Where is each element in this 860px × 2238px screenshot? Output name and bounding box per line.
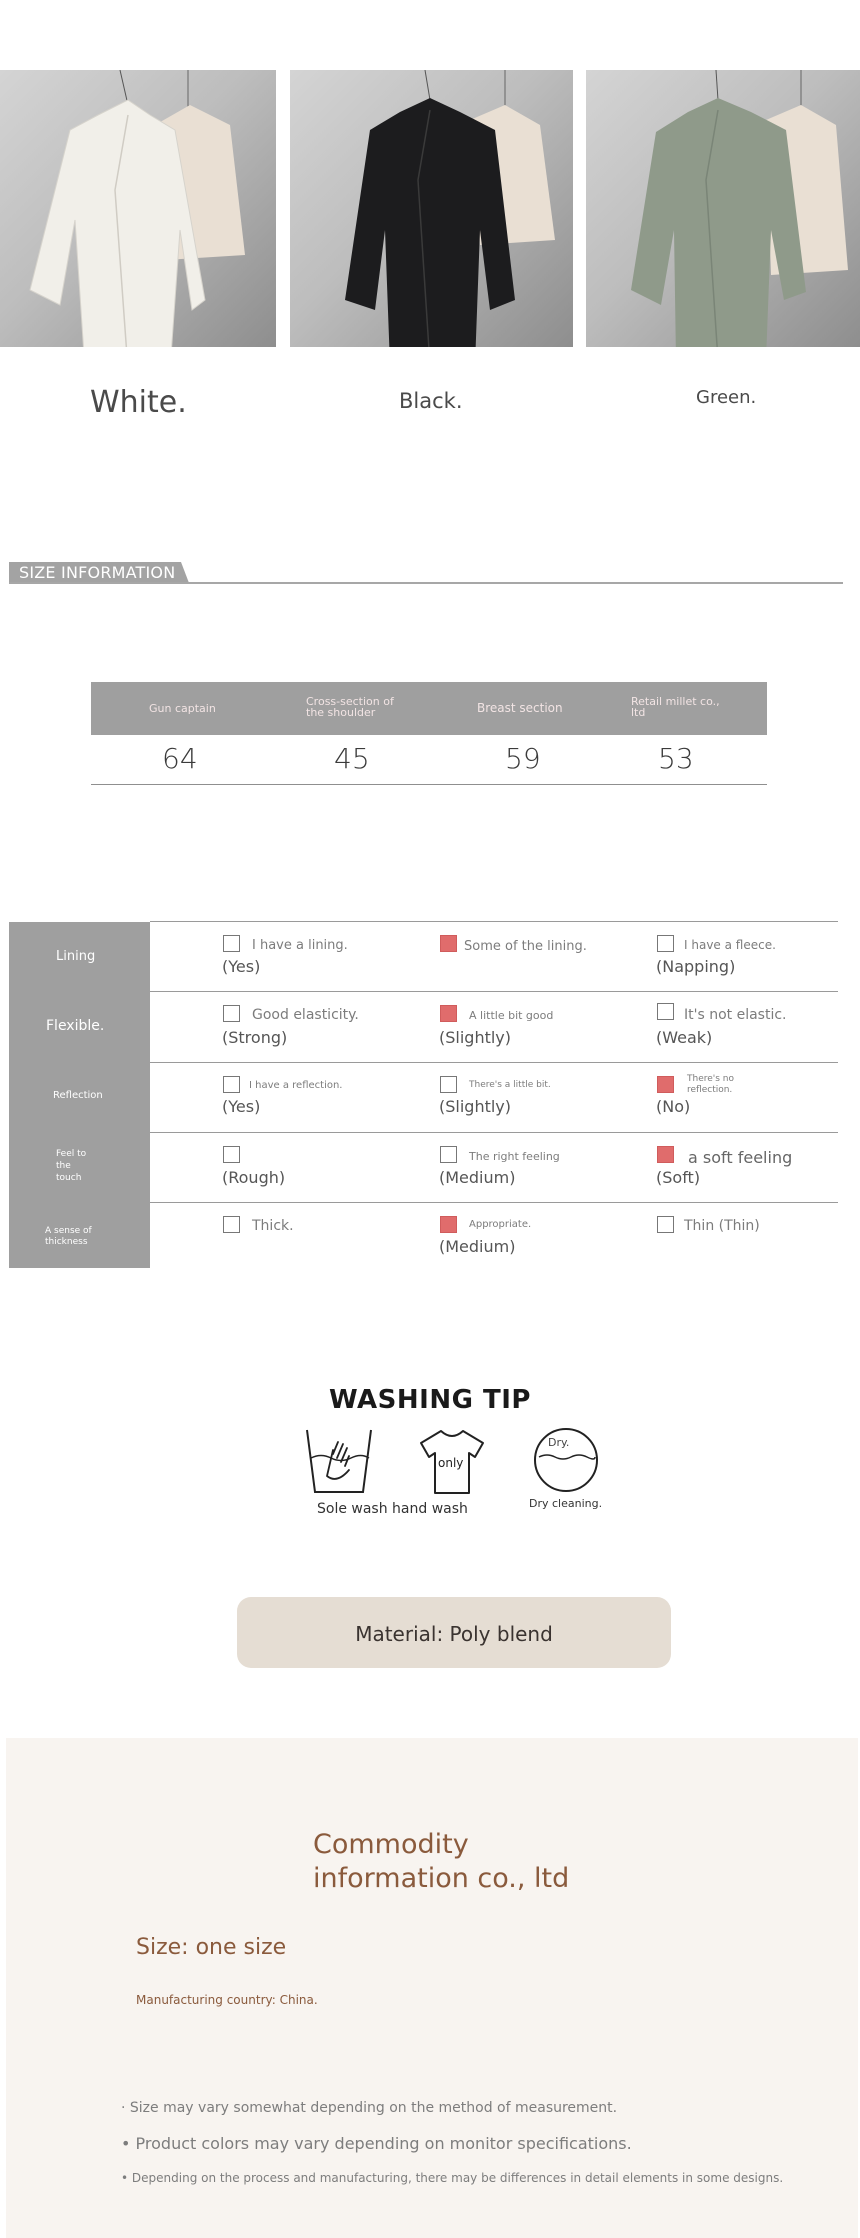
checkbox-lining-yes[interactable] [223,935,240,952]
size-header-2: Breast section [477,701,563,715]
color-label-green: Green. [696,387,757,408]
option-reflection-no-sub: (No) [656,1097,691,1116]
dry-clean-icon-text: Dry. [548,1436,570,1449]
product-photo-green [586,70,860,347]
attribute-label-flexible: Flexible. [46,1018,105,1034]
size-table-bottom-line [91,784,767,785]
washing-tip-title: WASHING TIP [329,1385,531,1415]
option-lining-fleece-sub: (Napping) [656,957,736,976]
attribute-label-lining: Lining [56,949,96,964]
note-item: • Product colors may vary depending on monitor specifications. [121,2134,632,2153]
checkbox-lining-fleece[interactable] [657,935,674,952]
option-flex-weak: It's not elastic. [684,1007,787,1023]
checkbox-reflection-yes[interactable] [223,1076,240,1093]
hand-wash-label: Sole wash hand wash [317,1501,468,1517]
checkbox-flex-slightly[interactable] [440,1005,457,1022]
option-flex-weak-sub: (Weak) [656,1028,713,1047]
option-flex-strong-sub: (Strong) [222,1028,288,1047]
checkbox-thin[interactable] [657,1216,674,1233]
size-header-0: Gun captain [149,702,216,715]
size-header-1: Cross-section of the shoulder [306,695,394,719]
checkbox-flex-weak[interactable] [657,1003,674,1020]
option-thickness-medium-sub: (Medium) [439,1237,516,1256]
option-reflection-yes: I have a reflection. [249,1080,343,1091]
checkbox-touch-soft[interactable] [657,1146,674,1163]
attribute-label-thickness: A sense of thickness [45,1226,92,1247]
option-reflection-slight-sub: (Slightly) [439,1097,512,1116]
option-thickness-medium: Appropriate. [469,1219,532,1230]
option-thick: Thick. [252,1218,294,1234]
checkbox-reflection-no[interactable] [657,1076,674,1093]
option-touch-rough-sub: (Rough) [222,1168,286,1187]
note-item: · Size may vary somewhat depending on the method of measurement. [121,2100,618,2116]
commodity-info-panel [6,1738,858,2238]
option-lining-yes: I have a lining. [252,938,348,953]
size-value-0: 64 [162,742,198,775]
color-label-black: Black. [399,389,463,413]
size-info-heading: SIZE INFORMATION [19,563,176,582]
attribute-row-line [150,1202,838,1203]
hand-wash-icon [305,1428,373,1496]
attribute-label-reflection: Reflection [53,1090,103,1101]
manufacturing-country: Manufacturing country: China. [136,1993,318,2007]
dry-clean-label: Dry cleaning. [529,1497,603,1510]
checkbox-reflection-slight[interactable] [440,1076,457,1093]
attribute-label-touch: Feel to the touch [56,1149,87,1183]
option-reflection-slight: There's a little bit. [469,1080,551,1090]
commodity-info-title: Commodity information co., ltd [313,1829,570,1894]
option-flex-strong: Good elasticity. [252,1007,359,1023]
option-reflection-no: There's no reflection. [687,1074,735,1095]
size-value-1: 45 [334,742,370,775]
option-lining-fleece: I have a fleece. [684,938,776,952]
size-value-2: 59 [505,742,541,775]
option-flex-slightly: A little bit good [469,1009,554,1022]
option-flex-slightly-sub: (Slightly) [439,1028,512,1047]
attribute-row-line [150,991,838,992]
checkbox-lining-partial[interactable] [440,935,457,952]
checkbox-flex-strong[interactable] [223,1005,240,1022]
option-touch-medium: The right feeling [469,1150,560,1163]
option-lining-partial: Some of the lining. [464,939,587,954]
attribute-row-line [150,921,838,922]
checkbox-thick[interactable] [223,1216,240,1233]
checkbox-touch-medium[interactable] [440,1146,457,1163]
option-thin: Thin (Thin) [684,1218,760,1234]
checkbox-thickness-medium[interactable] [440,1216,457,1233]
option-lining-yes-sub: (Yes) [222,957,261,976]
size-info-divider [9,582,843,584]
product-photo-white [0,70,276,347]
size-header-3: Retail millet co., ltd [631,695,720,719]
commodity-size: Size: one size [136,1935,287,1960]
size-value-3: 53 [658,742,694,775]
shirt-icon-text: only [438,1456,464,1470]
material-text: Material: Poly blend [355,1622,553,1646]
option-touch-medium-sub: (Medium) [439,1168,516,1187]
checkbox-touch-rough[interactable] [223,1146,240,1163]
option-reflection-yes-sub: (Yes) [222,1097,261,1116]
option-touch-soft: a soft feeling [688,1148,793,1167]
color-label-white: White. [90,385,187,420]
attribute-row-line [150,1062,838,1063]
note-item: • Depending on the process and manufacturing, there may be differences in detail elements in some designs. [121,2171,784,2185]
product-photo-black [290,70,573,347]
attribute-row-line [150,1132,838,1133]
option-touch-soft-sub: (Soft) [656,1168,701,1187]
